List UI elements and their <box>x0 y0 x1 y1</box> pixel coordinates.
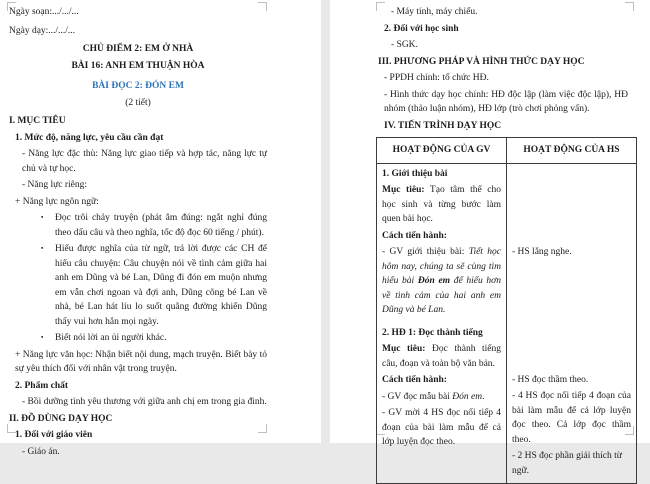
muc-tieu-text: Tạo tâm thế cho học sinh và từng bước làm quen bài học. <box>382 185 501 224</box>
section-iii-phuong-phap: III. PHƯƠNG PHÁP VÀ HÌNH THỨC DẠY HỌC <box>378 56 585 67</box>
bullet-square-icon: ▪ <box>41 214 44 221</box>
heading-bai-16: BÀI 16: ANH EM THUẬN HÒA <box>71 60 205 71</box>
gv-intro-italic-2: để hiểu hơn về tình cảm của hai anh em Dũng và bé Lan. <box>382 276 502 315</box>
meta-line-ngay-soan: Ngày soạn:.../.../... <box>9 7 79 17</box>
paragraph-hinh-thuc: - Hình thức dạy học chính: HĐ độc lập (làm việc độc lập), HĐ nhóm (thảo luận nhóm), HĐ lớp (trò chơi phỏng vấn). <box>384 89 628 114</box>
subsection-doi-voi-giao-vien: 1. Đối với giáo viên <box>15 430 93 440</box>
bullet-item-hieu-nghia <box>41 242 267 329</box>
table-row <box>377 163 637 323</box>
section-iv-tien-trinh: IV. TIẾN TRÌNH DẠY HỌC <box>384 120 502 131</box>
table-header-row <box>377 138 637 164</box>
paragraph-ppdh: - PPDH chính: tổ chức HĐ. <box>384 73 489 83</box>
heading-chu-diem: CHỦ ĐIỂM 2: EM Ở NHÀ <box>82 44 194 54</box>
table-cell-gv-activity-2 <box>377 323 507 484</box>
gv-intro-title-don-em: Đón em <box>417 276 451 286</box>
bullet-text: Biết nói lời an ủi người khác. <box>55 333 167 343</box>
paragraph-nang-luc-van-hoc: + Năng lực văn học: Nhận biết nội dung, mạch truyện. Biết bày tỏ sự yêu thích đối với nhân vật trong truyện. <box>15 349 267 374</box>
section-ii-do-dung: II. ĐỒ DÙNG DẠY HỌC <box>9 413 113 424</box>
section-i-muc-tieu: I. MỤC TIÊU <box>9 116 66 126</box>
subsection-muc-do: 1. Mức độ, năng lực, yêu cầu cần đạt <box>15 132 164 143</box>
meta-line-ngay-day: Ngày dạy:.../.../... <box>9 25 75 36</box>
table-cell-hs-activity-1 <box>507 163 637 323</box>
cach-tien-hanh-label: Cách tiến hành: <box>382 375 447 385</box>
gv-intro-lead: - GV giới thiệu bài: <box>382 247 469 257</box>
gv-intro-italic: Tiết học hôm nay, chúng ta sẽ cùng tìm hiểu bài <box>382 247 501 286</box>
bullet-text: Đọc trôi chảy truyện (phát âm đúng: ngắt nghỉ đúng theo dấu câu và theo nghĩa, tốc độ đọc 60 tiếng / phút). <box>55 213 267 238</box>
activity-2-title: 2. HĐ 1: Đọc thành tiếng <box>382 327 483 338</box>
hs-lang-nghe: - HS lắng nghe. <box>512 246 572 257</box>
hs-2hs-giai-thich: - 2 HS đọc phần giải thích từ ngữ. <box>512 451 622 476</box>
cach-tien-hanh-label: Cách tiến hành: <box>382 230 447 241</box>
bullet-text: Hiểu được nghĩa của từ ngữ, trả lời được các CH để hiểu câu chuyện: Câu chuyện nói về tình cảm giữa hai anh em Dũng và bé Lan, Dũng đi đón em muộn nhưng em vẫn chơi ngoan và đợi anh, Dũng cõng bé Lan về nhà, bé Lan hát líu lo suốt quãng đường khiến Dũng thấy vui hơn hẳn mọi ngày. <box>55 244 267 327</box>
bullet-item-an-ui <box>41 331 267 346</box>
subsection-doi-voi-hoc-sinh: 2. Đối với học sinh <box>384 23 459 34</box>
activity-1-title: 1. Giới thiệu bài <box>382 168 448 179</box>
doc-mau-title-don-em: Đón em <box>452 391 483 402</box>
heading-so-tiet: (2 tiết) <box>125 97 151 108</box>
doc-mau-lead: - GV đọc mẫu bài <box>382 391 453 402</box>
muc-tieu-label: Mục tiêu: <box>382 185 425 195</box>
paragraph-giao-an: - Giáo án. <box>22 446 60 457</box>
subsection-pham-chat: 2. Phẩm chất <box>15 380 69 391</box>
lesson-activity-table <box>376 137 637 484</box>
table-row <box>377 323 637 484</box>
bullet-square-icon: ▪ <box>41 245 44 252</box>
gv-doc-mau <box>382 390 501 405</box>
table-cell-hs-activity-2 <box>507 323 637 484</box>
bullet-square-icon: ▪ <box>41 334 44 341</box>
table-header-gv: HOẠT ĐỘNG CỦA GV <box>377 138 507 164</box>
activity-1-gv-intro <box>382 245 501 318</box>
activity-1-muc-tieu <box>382 183 501 227</box>
paragraph-boi-duong: - Bồi dưỡng tình yêu thương với giữa anh chị em trong gia đình. <box>22 397 267 407</box>
muc-tieu-text: Đọc thành tiếng câu, đoạn và toàn bộ văn bản. <box>382 344 501 369</box>
gv-moi-4hs: - GV mời 4 HS đọc nối tiếp 4 đoạn của bài làm mẫu để cả lớp luyện đọc theo. <box>382 408 501 447</box>
page-left-content <box>9 5 267 461</box>
page-left[interactable] <box>0 0 321 457</box>
paragraph-nang-luc-ngon-ngu: + Năng lực ngôn ngữ: <box>15 196 99 207</box>
table-header-hs: HOẠT ĐỘNG CỦA HS <box>507 138 637 164</box>
paragraph-nang-luc-rieng: - Năng lực riêng: <box>22 180 88 190</box>
hs-4hs-doc-noi-tiep: - 4 HS đọc nối tiếp 4 đoạn của bài làm mẫu để cả lớp luyện đọc theo. Cả lớp đọc thầm theo. <box>512 391 631 445</box>
hs-doc-tham: - HS đọc thầm theo. <box>512 374 589 385</box>
heading-bai-doc: BÀI ĐỌC 2: ĐÓN EM <box>92 81 184 91</box>
doc-mau-period: . <box>482 391 485 402</box>
paragraph-sgk: - SGK. <box>391 40 418 50</box>
bullet-item-doc-troi-chay <box>41 211 267 240</box>
muc-tieu-label: Mục tiêu: <box>382 344 426 354</box>
paragraph-may-tinh: - Máy tính, máy chiếu. <box>391 7 478 17</box>
page-right-content <box>378 5 631 484</box>
paragraph-nang-luc-dac-thu: - Năng lực đặc thù: Năng lực giao tiếp và hợp tác, năng lực tự chủ và tự học. <box>22 149 267 174</box>
page-right[interactable] <box>330 0 650 476</box>
activity-2-muc-tieu <box>382 342 501 371</box>
table-cell-gv-activity-1 <box>377 163 507 323</box>
